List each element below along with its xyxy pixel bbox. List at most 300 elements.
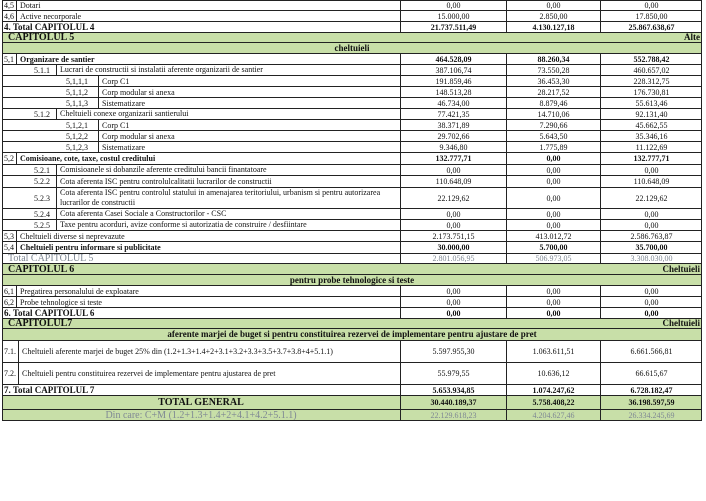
chapter-right-label: [562, 319, 702, 328]
item-number: [2, 176, 16, 187]
value-cell-2: [506, 341, 600, 362]
value-cell-3: [600, 385, 702, 395]
value-cell-2: [506, 65, 600, 75]
value-cell-2-text: 88.260,34: [537, 54, 570, 64]
chapter-subtitle-text: [2, 43, 702, 53]
value-cell-3: [600, 286, 702, 296]
sub-number-text: 5.2.4: [34, 209, 50, 219]
value-cell-2-text: 0,00: [546, 297, 561, 307]
item-label: [16, 153, 400, 164]
value-cell-3-text: 0,00: [644, 165, 659, 175]
din-care-label: [2, 410, 400, 420]
item-label-text: Corp C1: [102, 76, 130, 86]
sub-number: [56, 98, 98, 108]
value-cell-2: [506, 308, 600, 318]
value-cell-2: [506, 396, 600, 409]
sub-number: [56, 87, 98, 97]
value-cell-3: [600, 396, 702, 409]
chapter-subtitle: [2, 43, 702, 54]
item-number: [2, 341, 18, 362]
sub-number-text: 5.2.5: [34, 220, 50, 230]
value-cell-1: [400, 341, 506, 362]
sub-number-text: 5,1,1,3: [66, 98, 88, 108]
chapter-subtitle-text: [2, 275, 702, 285]
table-row: [2, 188, 702, 209]
table-row: [2, 11, 702, 22]
value-cell-2: [506, 297, 600, 307]
chapter-subtitle-text-text: pentru probe tehnologice si teste: [289, 275, 415, 285]
value-cell-1: [400, 254, 506, 263]
value-cell-3: [600, 410, 702, 420]
value-cell-2-text: 7.290,66: [539, 120, 568, 130]
chapter-title: [2, 264, 302, 274]
item-label: [98, 98, 400, 108]
table-row: [2, 98, 702, 109]
value-cell-3: [600, 98, 702, 108]
table-row: [2, 297, 702, 308]
value-cell-3: [600, 165, 702, 175]
item-number: [2, 131, 16, 141]
chapter-right-label-text: Alte: [684, 33, 700, 42]
value-cell-3-text: 55.613,46: [635, 98, 668, 108]
value-cell-2-text: 5.758.408,22: [532, 398, 575, 407]
value-cell-3: [600, 142, 702, 152]
sub-number-text: 5.1.1: [34, 65, 50, 75]
value-cell-3: [600, 254, 702, 263]
value-cell-2: [506, 153, 600, 164]
value-cell-1: [400, 188, 506, 208]
item-label: [98, 142, 400, 152]
value-cell-1-text: 110.648,09: [435, 177, 472, 186]
value-cell-1-text: 0,00: [446, 286, 461, 296]
value-cell-3-text: 26.334.245,69: [628, 410, 675, 420]
value-cell-1: [400, 165, 506, 175]
value-cell-1: [400, 22, 506, 32]
item-number: [2, 286, 16, 296]
chapter-subtitle-text: [2, 329, 702, 340]
item-number-text: 6,2: [4, 297, 14, 307]
value-cell-2-text: 5.700,00: [539, 243, 568, 252]
value-cell-3: [600, 87, 702, 97]
value-cell-2: [506, 142, 600, 152]
table-row: [2, 220, 702, 231]
value-cell-3-text: 35.346,16: [635, 131, 668, 141]
value-cell-1-text: 9.346,80: [439, 142, 468, 152]
item-number: [2, 87, 16, 97]
value-cell-3: [600, 231, 702, 241]
table-row: [2, 363, 702, 385]
item-label-text: Cota aferenta ISC pentru controlulcalitatii lucrarilor de constructii: [60, 176, 272, 186]
item-number: [2, 0, 16, 10]
value-cell-1: [400, 11, 506, 21]
value-cell-2: [506, 254, 600, 263]
sub-number-text: 5,1,1,1: [66, 76, 88, 86]
value-cell-1-text: 30.000,00: [437, 243, 470, 252]
chapter-header: [2, 264, 702, 275]
value-cell-1: [400, 65, 506, 75]
value-cell-2-text: 0,00: [546, 0, 561, 10]
value-cell-2: [506, 11, 600, 21]
item-number-text: 5,3: [4, 231, 14, 241]
value-cell-1-text: 21.737.511,49: [430, 22, 477, 32]
sub-number: [28, 209, 56, 219]
chapter-right-label-text: Cheltuieli: [662, 264, 700, 274]
item-label: [18, 363, 400, 384]
value-cell-1: [400, 98, 506, 108]
value-cell-1: [400, 242, 506, 253]
table-row: [2, 242, 702, 254]
sub-number: [28, 176, 56, 187]
item-number: [2, 220, 16, 230]
value-cell-1: [400, 109, 506, 119]
chapter-subtitle: [2, 275, 702, 286]
total-label-text: 7. Total CAPITOLUL 7: [4, 385, 95, 395]
value-cell-1: [400, 153, 506, 164]
item-label: [56, 209, 400, 219]
value-cell-1-text: 2.801.056,95: [432, 254, 475, 263]
item-label: [56, 220, 400, 230]
value-cell-1: [400, 209, 506, 219]
item-label-text: Probe tehnologice si teste: [20, 297, 102, 307]
sub-number: [28, 220, 56, 230]
table-row: [2, 0, 702, 11]
chapter-title: [2, 33, 302, 42]
value-cell-2: [506, 220, 600, 230]
value-cell-3-text: 45.662,55: [635, 120, 668, 130]
value-cell-2-text: 4.204.627,46: [532, 410, 575, 420]
item-label-text: Pregatirea personalului de exploatare: [20, 286, 139, 296]
item-label: [16, 54, 400, 64]
total-label: [2, 254, 400, 263]
value-cell-1: [400, 286, 506, 296]
value-cell-1: [400, 220, 506, 230]
value-cell-1-text: 0,00: [446, 209, 461, 219]
value-cell-3: [600, 308, 702, 318]
value-cell-3: [600, 176, 702, 187]
item-label-text: Cheltuieli aferente marjei de buget 25% din (1.2+1.3+1.4+2+3.1+3.2+3.3+3.5+3.7+3.8+4+5.1.1): [22, 347, 333, 356]
table-row: [2, 142, 702, 153]
item-number: [2, 242, 16, 253]
value-cell-3-text: 36.198.597,59: [628, 398, 675, 407]
item-label-text: Cheltuieli conexe organizarii santierului: [60, 109, 189, 118]
chapter-header: [2, 33, 702, 43]
chapter-right-label: [562, 264, 702, 274]
value-cell-1-text: 387.106,74: [435, 65, 472, 75]
value-cell-1-text: 0,00: [446, 165, 461, 175]
value-cell-1-text: 22.129.618,23: [430, 410, 477, 420]
table-row: [2, 120, 702, 131]
value-cell-2: [506, 286, 600, 296]
sub-number-text: 5.2.1: [34, 165, 50, 175]
value-cell-1-text: 0,00: [446, 297, 461, 307]
value-cell-2-text: 1.074.247,62: [532, 385, 575, 395]
item-number: [2, 209, 16, 219]
table-row: [2, 54, 702, 65]
value-cell-3-text: 25.867.638,67: [628, 22, 675, 32]
value-cell-1: [400, 0, 506, 10]
value-cell-2-text: 0,00: [546, 177, 561, 186]
value-cell-1-text: 30.440.189,37: [430, 398, 477, 407]
value-cell-3: [600, 153, 702, 164]
value-cell-2: [506, 176, 600, 187]
value-cell-2: [506, 242, 600, 253]
value-cell-1-text: 0,00: [446, 0, 461, 10]
item-number: [2, 153, 16, 164]
table-row: [2, 286, 702, 297]
value-cell-2-text: 413.012,72: [535, 231, 572, 241]
value-cell-2-text: 0,00: [546, 165, 561, 175]
table-row: [2, 153, 702, 165]
item-label: [98, 120, 400, 130]
chapter-title-text: CAPITOLUL7: [8, 319, 73, 328]
value-cell-2: [506, 131, 600, 141]
value-cell-2: [506, 120, 600, 130]
item-number-text: 5,2: [4, 154, 14, 163]
sub-number-text: 5,1,2,2: [66, 131, 88, 141]
value-cell-3: [600, 363, 702, 384]
item-label-text: Lucrari de constructii si instalatii aferente organizarii de santier: [60, 65, 263, 74]
value-cell-3: [600, 22, 702, 32]
chapter-right-label-text: Cheltuieli: [662, 319, 700, 328]
value-cell-1-text: 2.173.751,15: [432, 231, 475, 241]
value-cell-2-text: 73.550,28: [537, 65, 570, 75]
table-row: [2, 176, 702, 188]
total-general-label-text: TOTAL GENERAL: [158, 397, 244, 408]
item-label: [98, 87, 400, 97]
value-cell-1-text: 5.597.955,30: [432, 347, 475, 356]
value-cell-2-text: 1.063.611,51: [532, 347, 575, 356]
total-label: [2, 308, 400, 318]
value-cell-3: [600, 131, 702, 141]
value-cell-1: [400, 363, 506, 384]
item-number: [2, 54, 16, 64]
din-care-row: [2, 410, 702, 421]
value-cell-1-text: 0,00: [446, 308, 461, 318]
item-number-text: 5,1: [4, 54, 14, 64]
sub-number: [28, 109, 56, 119]
chapter-header: [2, 319, 702, 329]
value-cell-3-text: 17.850,00: [635, 11, 668, 21]
sub-number-text: 5.2.2: [34, 177, 50, 186]
chapter-7-total-row: [2, 385, 702, 396]
value-cell-1-text: 132.777,71: [435, 154, 472, 163]
value-cell-3-text: 6.728.182,47: [630, 385, 673, 395]
value-cell-3-text: 552.788,42: [633, 54, 670, 64]
value-cell-2: [506, 54, 600, 64]
value-cell-2: [506, 165, 600, 175]
item-label-text: Sistematizare: [102, 142, 146, 152]
value-cell-3-text: 22.129,62: [635, 193, 668, 203]
item-number-text: 7.1.: [4, 347, 16, 356]
value-cell-3: [600, 220, 702, 230]
value-cell-1: [400, 410, 506, 420]
sub-number: [56, 120, 98, 130]
table-row: [2, 165, 702, 176]
value-cell-3: [600, 341, 702, 362]
total-label-text: Total CAPITOLUL 5: [8, 254, 94, 263]
value-cell-3: [600, 120, 702, 130]
value-cell-3: [600, 0, 702, 10]
item-number-text: 4,6: [4, 11, 14, 21]
chapter-subtitle-text-text: aferente marjei de buget si pentru constituirea rezervei de implementare pentru ajustare de pret: [167, 329, 537, 339]
value-cell-1-text: 77.421,35: [437, 109, 470, 119]
value-cell-3-text: 0,00: [644, 0, 659, 10]
value-cell-3-text: 0,00: [644, 286, 659, 296]
item-label: [98, 76, 400, 86]
value-cell-2-text: 2.850,00: [539, 11, 568, 21]
value-cell-3-text: 66.615,67: [635, 369, 668, 378]
item-label: [56, 109, 400, 119]
chapter-title-text: CAPITOLUL 6: [8, 264, 75, 274]
item-label-text: Corp C1: [102, 120, 130, 130]
value-cell-1-text: 0,00: [446, 220, 461, 230]
value-cell-3-text: 92.131,40: [635, 109, 668, 119]
item-number: [2, 363, 18, 384]
table-row: [2, 209, 702, 220]
item-label-text: Cheltuieli diverse si neprevazute: [20, 231, 125, 241]
item-label-text: Cheltuieli pentru informare si publicitate: [20, 243, 161, 252]
sub-number: [56, 142, 98, 152]
item-label-text: Sistematizare: [102, 98, 146, 108]
value-cell-3: [600, 188, 702, 208]
value-cell-3-text: 176.730,81: [633, 87, 670, 97]
value-cell-1: [400, 297, 506, 307]
item-label-text: Cota aferenta ISC pentru controlul statului in amenajarea teritoriului, urbanism si pentru autorizarea lucrarilor de constructii: [60, 188, 381, 207]
value-cell-2: [506, 188, 600, 208]
item-label-text: Cheltuieli pentru constituirea rezervei de implementare pentru ajustarea de pret: [22, 369, 276, 378]
value-cell-3: [600, 209, 702, 219]
chapter-title: [2, 319, 302, 328]
table-row: [2, 76, 702, 87]
item-label: [98, 131, 400, 141]
value-cell-3: [600, 65, 702, 75]
value-cell-3-text: 11.122,69: [635, 142, 668, 152]
value-cell-1-text: 22.129,62: [437, 193, 470, 203]
value-cell-3: [600, 109, 702, 119]
chapter-subtitle-text-text: cheltuieli: [334, 43, 370, 53]
value-cell-2-text: 0,00: [546, 209, 561, 219]
item-number: [2, 188, 16, 208]
total-label-text: 6. Total CAPITOLUL 6: [4, 308, 95, 318]
sub-number-text: 5,1,1,2: [66, 87, 88, 97]
value-cell-2-text: 14.710,06: [537, 109, 570, 119]
item-number: [2, 120, 16, 130]
sub-number-text: 5.1.2: [34, 109, 50, 119]
item-number: [2, 11, 16, 21]
item-label-text: Comisioane, cote, taxe, costul creditului: [20, 154, 156, 163]
value-cell-1-text: 15.000,00: [437, 11, 470, 21]
item-number: [2, 98, 16, 108]
value-cell-2-text: 10.636,12: [537, 369, 570, 378]
value-cell-2-text: 5.643,50: [539, 131, 568, 141]
value-cell-2-text: 1.775,89: [539, 142, 568, 152]
item-number-text: 5,4: [4, 243, 14, 252]
value-cell-2: [506, 209, 600, 219]
value-cell-3-text: 3.308.030,00: [630, 254, 673, 263]
value-cell-2: [506, 0, 600, 10]
value-cell-3-text: 0,00: [644, 308, 659, 318]
value-cell-2-text: 0,00: [546, 220, 561, 230]
item-number: [2, 231, 16, 241]
value-cell-2: [506, 76, 600, 86]
total-label: [2, 385, 400, 395]
value-cell-2-text: 8.879,46: [539, 98, 568, 108]
item-label-text: Comisioanele si dobanzile aferente creditului bancii finantatoare: [60, 165, 267, 174]
value-cell-2-text: 506.973,05: [535, 254, 572, 263]
item-label: [18, 341, 400, 362]
item-number: [2, 109, 16, 119]
sub-number-text: 5.2.3: [34, 193, 50, 203]
value-cell-3: [600, 297, 702, 307]
value-cell-2: [506, 98, 600, 108]
item-label: [16, 231, 400, 241]
value-cell-3-text: 35.700,00: [635, 243, 668, 252]
sub-number: [56, 131, 98, 141]
item-label-text: Organizare de santier: [20, 54, 95, 64]
item-number: [2, 297, 16, 307]
item-label: [56, 176, 400, 187]
value-cell-2-text: 4.130.127,18: [532, 22, 575, 32]
item-label: [56, 65, 400, 75]
value-cell-2-text: 0,00: [546, 286, 561, 296]
value-cell-1: [400, 308, 506, 318]
din-care-label-text: Din care: C+M (1.2+1.3+1.4+2+4.1+4.2+5.1.1): [105, 410, 297, 420]
item-number: [2, 142, 16, 152]
value-cell-3-text: 0,00: [644, 209, 659, 219]
chapter-4-total-row: [2, 22, 702, 33]
item-number: [2, 76, 16, 86]
value-cell-1-text: 46.734,00: [437, 98, 470, 108]
value-cell-3-text: 0,00: [644, 297, 659, 307]
total-label-text: 4. Total CAPITOLUL 4: [4, 22, 95, 32]
value-cell-1: [400, 176, 506, 187]
value-cell-2: [506, 363, 600, 384]
value-cell-3-text: 460.657,02: [633, 65, 670, 75]
value-cell-1-text: 55.979,55: [437, 369, 470, 378]
item-label: [16, 297, 400, 307]
value-cell-2: [506, 410, 600, 420]
item-number: [2, 65, 16, 75]
value-cell-2-text: 0,00: [546, 193, 561, 203]
value-cell-1-text: 29.702,66: [437, 131, 470, 141]
value-cell-1-text: 148.513,28: [435, 87, 472, 97]
value-cell-2-text: 0,00: [546, 154, 561, 163]
table-row: [2, 87, 702, 98]
value-cell-1: [400, 142, 506, 152]
total-general-label: [2, 396, 400, 409]
table-row: [2, 65, 702, 76]
chapter-6-total-row: [2, 308, 702, 319]
item-label: [56, 188, 400, 208]
value-cell-1: [400, 385, 506, 395]
sub-number: [28, 65, 56, 75]
item-label-text: Dotari: [20, 0, 41, 10]
value-cell-3-text: 110.648,09: [633, 177, 670, 186]
sub-number: [28, 188, 56, 208]
total-label: [2, 22, 400, 32]
value-cell-2: [506, 231, 600, 241]
value-cell-1: [400, 120, 506, 130]
item-label: [16, 286, 400, 296]
value-cell-1: [400, 131, 506, 141]
table-row: [2, 341, 702, 363]
sub-number: [56, 76, 98, 86]
item-number-text: 7.2.: [4, 369, 16, 378]
item-number: [2, 165, 16, 175]
total-general-row: [2, 396, 702, 410]
sub-number-text: 5,1,2,3: [66, 142, 88, 152]
table-row: [2, 131, 702, 142]
